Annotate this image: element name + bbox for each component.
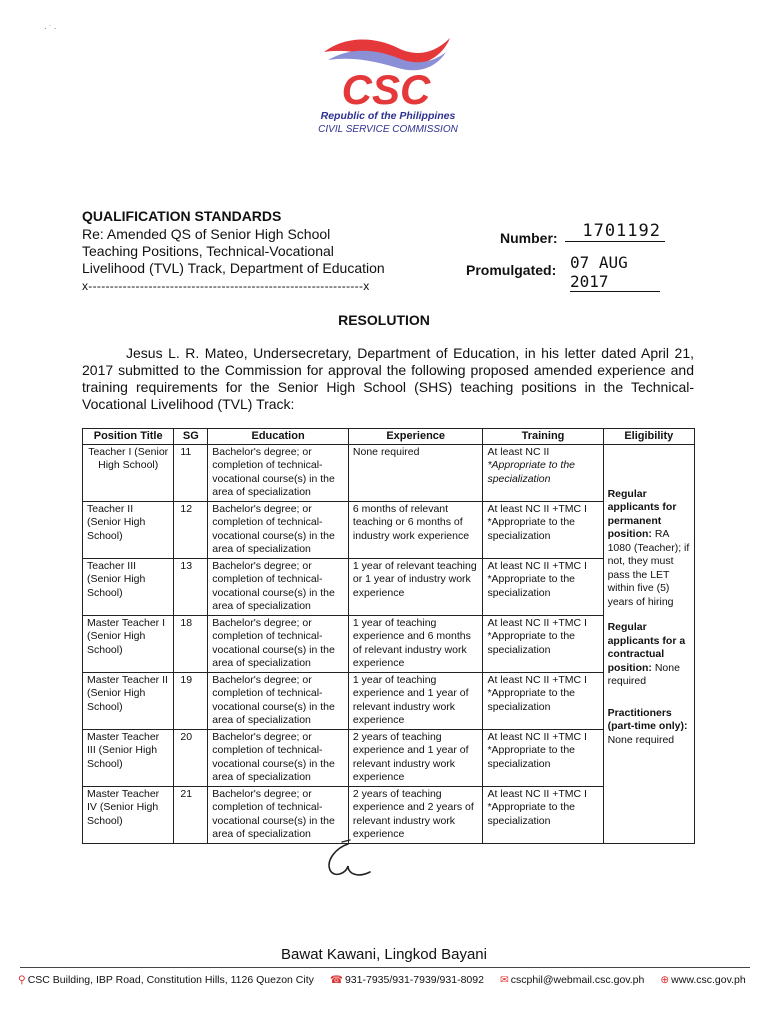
- location-pin-icon: ⚲: [18, 974, 26, 986]
- cell-training: [483, 729, 603, 786]
- qs-subject-line3: Livelihood (TVL) Track, Department of Education: [82, 260, 385, 276]
- header-training: Training: [483, 429, 603, 445]
- cell-training: [483, 786, 603, 843]
- email-text[interactable]: cscphil@webmail.csc.gov.ph: [510, 974, 645, 986]
- resolution-paragraph: [82, 345, 694, 413]
- cell-sg: 11: [174, 444, 208, 501]
- resolution-text: Jesus L. R. Mateo, Undersecretary, Department of Education, in his letter dated April 21, 2017 submitted to the Commission for approval the following proposed amended experience and training requirements for the Senior High School (SHS) teaching positions in the Technical-Vocational Livelihood (TVL) Track:: [82, 345, 694, 412]
- cell-education: Bachelor's degree; or completion of technical-vocational course(s) in the area of specialization: [208, 444, 349, 501]
- training-requirement: At least NC II +TMC I: [487, 730, 587, 743]
- phone-icon: ☎: [329, 974, 343, 986]
- eligibility-permanent-label: Regular applicants for permanent position:: [607, 487, 677, 540]
- training-requirement: At least NC II +TMC I: [487, 673, 587, 686]
- training-requirement: At least NC II +TMC I: [487, 502, 587, 515]
- motto: Bawat Kawani, Lingkod Bayani: [281, 946, 487, 963]
- training-note: *Appropriate to the specialization: [487, 516, 575, 542]
- handwritten-initial: [318, 838, 378, 893]
- training-note: *Appropriate to the specialization: [487, 687, 575, 713]
- cell-education: Bachelor's degree; or completion of technical-vocational course(s) in the area of specialization: [208, 786, 349, 843]
- cell-experience: 1 year of relevant teaching or 1 year of industry work experience: [348, 558, 483, 615]
- table-row: [83, 672, 695, 729]
- training-requirement: At least NC II: [487, 445, 550, 458]
- table-row: [83, 615, 695, 672]
- cell-position: Master Teacher IV (Senior High School): [83, 786, 174, 843]
- cell-education: Bachelor's degree; or completion of technical-vocational course(s) in the area of specialization: [208, 615, 349, 672]
- cell-position: Teacher II (Senior High School): [83, 501, 174, 558]
- logo-republic: Republic of the Philippines: [320, 110, 456, 122]
- logo-text: CSC: [341, 66, 431, 110]
- cell-training: [483, 444, 603, 501]
- cell-eligibility: [603, 444, 694, 843]
- cell-experience: 1 year of teaching experience and 1 year of relevant industry work experience: [348, 672, 483, 729]
- eligibility-permanent-text: RA 1080 (Teacher); if not, they must pass the LET within five (5) years of hiring: [607, 528, 690, 608]
- promulgated-label: Promulgated:: [466, 262, 557, 278]
- email-icon: ✉: [499, 974, 509, 986]
- cell-position: Teacher I (Senior High School): [83, 444, 174, 501]
- cell-experience: 2 years of teaching experience and 1 year of relevant industry work experience: [348, 729, 483, 786]
- training-requirement: At least NC II +TMC I: [487, 559, 587, 572]
- website-text[interactable]: www.csc.gov.ph: [671, 974, 746, 986]
- header-experience: Experience: [348, 429, 483, 445]
- cell-sg: 12: [174, 501, 208, 558]
- qs-title: QUALIFICATION STANDARDS: [82, 208, 282, 224]
- cell-experience: 2 years of teaching experience and 2 years of relevant industry work experience: [348, 786, 483, 843]
- table-row: [83, 729, 695, 786]
- cell-education: Bachelor's degree; or completion of technical-vocational course(s) in the area of specialization: [208, 558, 349, 615]
- qs-subject-line2: Teaching Positions, Technical-Vocational: [82, 243, 334, 259]
- eligibility-practitioners-label: Practitioners (part-time only):: [607, 706, 688, 732]
- address-text: CSC Building, IBP Road, Constitution Hills, 1126 Quezon City: [27, 974, 314, 986]
- footer-phone: [330, 974, 484, 986]
- footer-divider: [20, 967, 750, 968]
- footer-email[interactable]: [500, 974, 644, 986]
- table-header-row: [83, 429, 695, 445]
- eligibility-contractual-text: None required: [607, 661, 680, 687]
- footer-address: [18, 974, 314, 986]
- training-note: *Appropriate to the specialization: [487, 459, 575, 485]
- eligibility-practitioners-text: None required: [607, 733, 675, 746]
- eligibility-contractual-label: Regular applicants for a contractual position:: [607, 621, 686, 674]
- cell-experience: 6 months of relevant teaching or 6 months of industry work experience: [348, 501, 483, 558]
- phone-text: 931-7935/931-7939/931-8092: [344, 974, 484, 986]
- header-position: Position Title: [83, 429, 174, 445]
- cell-sg: 13: [174, 558, 208, 615]
- cell-training: [483, 501, 603, 558]
- cell-training: [483, 615, 603, 672]
- cell-education: Bachelor's degree; or completion of technical-vocational course(s) in the area of specialization: [208, 729, 349, 786]
- number-label: Number:: [500, 230, 558, 246]
- training-note: *Appropriate to the specialization: [487, 744, 575, 770]
- footer-website[interactable]: [660, 974, 745, 986]
- cell-sg: 18: [174, 615, 208, 672]
- separator-line: x----------------------------------------------------------------x: [82, 279, 370, 293]
- training-requirement: At least NC II +TMC I: [487, 616, 587, 629]
- cell-experience: 1 year of teaching experience and 6 months of relevant industry work experience: [348, 615, 483, 672]
- training-note: *Appropriate to the specialization: [487, 801, 575, 827]
- training-note: *Appropriate to the specialization: [487, 573, 575, 599]
- promulgated-value: 07 AUG 2017: [570, 253, 660, 292]
- table-row: [83, 444, 695, 501]
- number-value: 1701192: [565, 221, 665, 242]
- cell-education: Bachelor's degree; or completion of technical-vocational course(s) in the area of specialization: [208, 672, 349, 729]
- resolution-title: RESOLUTION: [338, 312, 430, 328]
- cell-position: Master Teacher I (Senior High School): [83, 615, 174, 672]
- cell-sg: 19: [174, 672, 208, 729]
- cell-experience: None required: [348, 444, 483, 501]
- footer-contact: [18, 974, 758, 986]
- cell-training: [483, 672, 603, 729]
- qs-subject-line1: Re: Amended QS of Senior High School: [82, 226, 331, 242]
- table-row: [83, 786, 695, 843]
- training-note: *Appropriate to the specialization: [487, 630, 575, 656]
- qualification-table: [82, 428, 695, 844]
- cell-position: Teacher III (Senior High School): [83, 558, 174, 615]
- table-row: [83, 558, 695, 615]
- table-row: [83, 501, 695, 558]
- header-eligibility: Eligibility: [603, 429, 694, 445]
- cell-position: Master Teacher II (Senior High School): [83, 672, 174, 729]
- training-requirement: At least NC II +TMC I: [487, 787, 587, 800]
- qs-subject: [82, 226, 442, 277]
- cell-training: [483, 558, 603, 615]
- logo-commission: CIVIL SERVICE COMMISSION: [318, 124, 458, 135]
- header-sg: SG: [174, 429, 208, 445]
- globe-icon: ⊕: [660, 974, 670, 986]
- cell-sg: 20: [174, 729, 208, 786]
- cell-sg: 21: [174, 786, 208, 843]
- scan-specks: · ˙ ·: [44, 24, 57, 33]
- cell-education: Bachelor's degree; or completion of technical-vocational course(s) in the area of specialization: [208, 501, 349, 558]
- header-education: Education: [208, 429, 349, 445]
- cell-position: Master Teacher III (Senior High School): [83, 729, 174, 786]
